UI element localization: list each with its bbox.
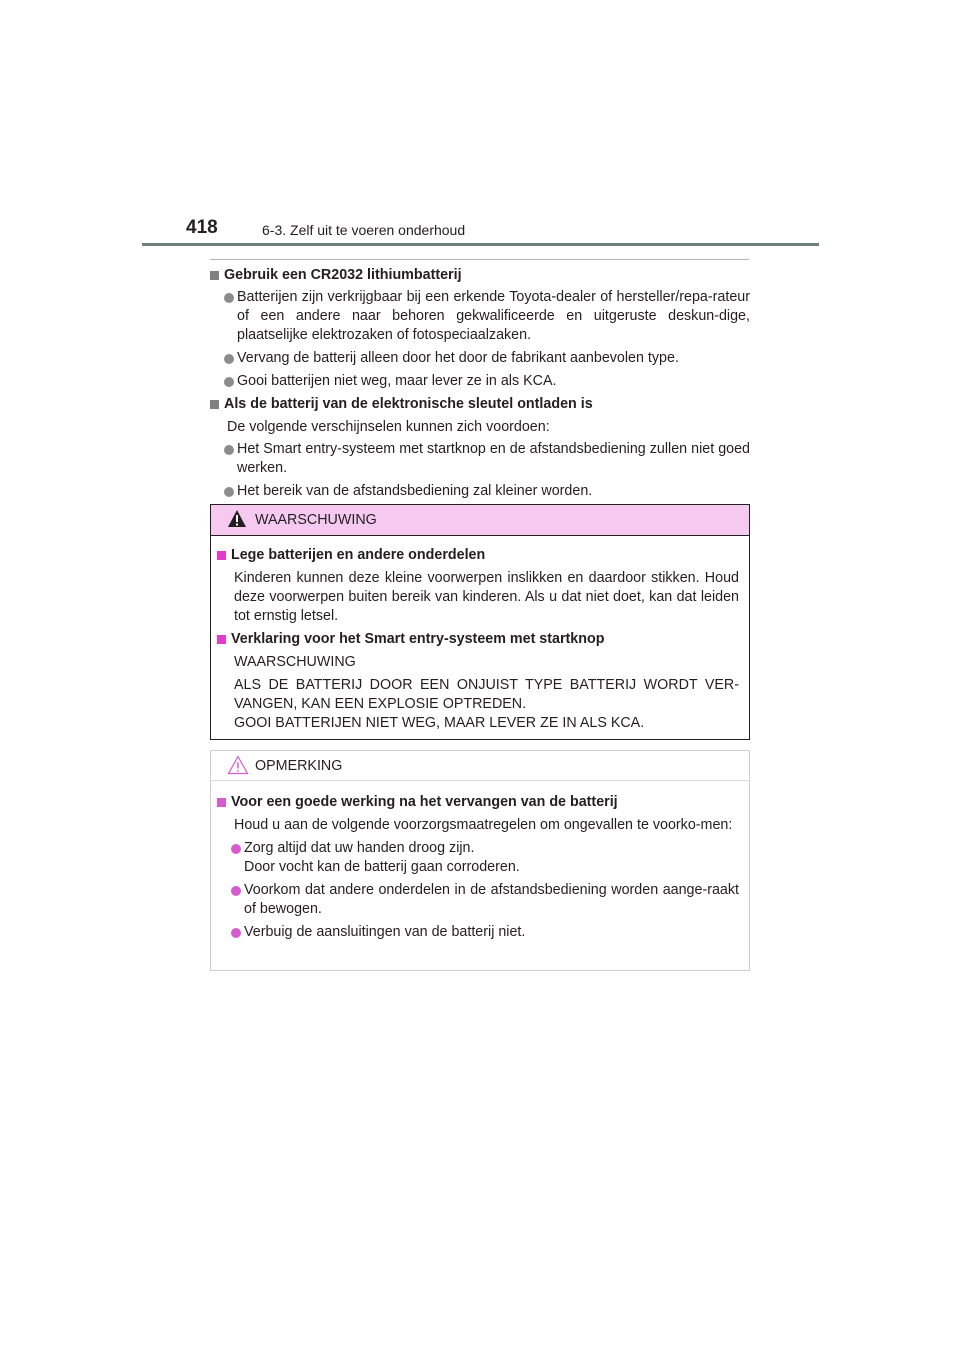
list-item bbox=[210, 288, 750, 345]
bullet-dot-icon bbox=[224, 354, 234, 364]
warning-title: WAARSCHUWING bbox=[255, 512, 377, 528]
header-rule bbox=[142, 243, 819, 246]
bullet-dot-icon bbox=[224, 377, 234, 387]
content-rule bbox=[210, 259, 749, 260]
heading-text: Verklaring voor het Smart entry-systeem met startknop bbox=[231, 631, 605, 647]
square-marker-icon bbox=[217, 635, 226, 644]
warning-heading bbox=[217, 546, 739, 565]
square-marker-icon bbox=[210, 271, 219, 280]
notice-intro: Houd u aan de volgende voorzorgsmaatregelen om ongevallen te voorko-men: bbox=[234, 817, 733, 833]
list-item bbox=[217, 839, 739, 877]
warning-label: WAARSCHUWING bbox=[234, 654, 356, 670]
list-item-text: Zorg altijd dat uw handen droog zijn. bbox=[244, 840, 475, 856]
list-item-text: Batterijen zijn verkrijgbaar bij een erkende Toyota-dealer of hersteller/repa-rateur of een andere naar behoren gekwalificeerde en uitgeruste deskun-dige, plaatselijke elektrozaken of fotospeciaalzaken. bbox=[237, 289, 750, 343]
bullet-dot-icon bbox=[231, 844, 241, 854]
list-item-text: Het Smart entry-systeem met startknop en de afstandsbediening zullen niet goed werken. bbox=[237, 441, 750, 476]
heading-text: Gebruik een CR2032 lithiumbatterij bbox=[224, 267, 462, 283]
list-item bbox=[217, 881, 739, 919]
square-marker-icon bbox=[210, 400, 219, 409]
notice-box bbox=[210, 750, 750, 971]
warning-heading bbox=[217, 630, 739, 649]
warning-triangle-icon bbox=[227, 509, 247, 528]
bullet-dot-icon bbox=[224, 293, 234, 303]
list-item bbox=[210, 372, 750, 391]
warning-text: Kinderen kunnen deze kleine voorwerpen inslikken en daardoor stikken. Houd deze voorwerpen buiten bereik van kinderen. Als u dat niet doet, kan dat leiden tot ernstig letsel. bbox=[234, 570, 739, 624]
list-item-text: Door vocht kan de batterij gaan corroderen. bbox=[244, 859, 520, 875]
bullet-dot-icon bbox=[224, 487, 234, 497]
list-item-text: Gooi batterijen niet weg, maar lever ze in als KCA. bbox=[237, 373, 557, 389]
section-title: 6-3. Zelf uit te voeren onderhoud bbox=[262, 222, 466, 238]
list-item bbox=[210, 482, 750, 501]
warning-caps-text: ALS DE BATTERIJ DOOR EEN ONJUIST TYPE BATTERIJ WORDT VER-VANGEN, KAN EEN EXPLOSIE OPTREDEN. bbox=[234, 677, 739, 712]
list-item bbox=[210, 440, 750, 478]
notice-heading bbox=[217, 793, 739, 812]
square-marker-icon bbox=[217, 551, 226, 560]
warning-box bbox=[210, 504, 750, 740]
caution-triangle-icon bbox=[227, 755, 249, 775]
list-item-text: Voorkom dat andere onderdelen in de afstandsbediening worden aange-raakt of bewogen. bbox=[244, 882, 739, 917]
square-marker-icon bbox=[217, 798, 226, 807]
list-item bbox=[210, 349, 750, 368]
heading-text: Voor een goede werking na het vervangen van de batterij bbox=[231, 794, 618, 810]
warning-header bbox=[211, 505, 749, 536]
section-heading bbox=[210, 266, 750, 285]
bullet-dot-icon bbox=[231, 886, 241, 896]
list-item-text: Verbuig de aansluitingen van de batterij niet. bbox=[244, 924, 526, 940]
list-item-text: Vervang de batterij alleen door het door de fabrikant aanbevolen type. bbox=[237, 350, 679, 366]
list-item-text: Het bereik van de afstandsbediening zal kleiner worden. bbox=[237, 483, 593, 499]
bullet-dot-icon bbox=[224, 445, 234, 455]
bullet-dot-icon bbox=[231, 928, 241, 938]
notice-title: OPMERKING bbox=[255, 758, 343, 774]
heading-text: Lege batterijen en andere onderdelen bbox=[231, 547, 486, 563]
page-number: 418 bbox=[186, 217, 218, 238]
section-heading bbox=[210, 395, 750, 414]
list-item bbox=[217, 923, 739, 942]
section-intro: De volgende verschijnselen kunnen zich voordoen: bbox=[227, 419, 550, 435]
heading-text: Als de batterij van de elektronische sleutel ontladen is bbox=[224, 396, 593, 412]
main-content bbox=[210, 266, 750, 501]
warning-caps-text: GOOI BATTERIJEN NIET WEG, MAAR LEVER ZE IN ALS KCA. bbox=[234, 715, 645, 731]
notice-header bbox=[211, 751, 749, 781]
